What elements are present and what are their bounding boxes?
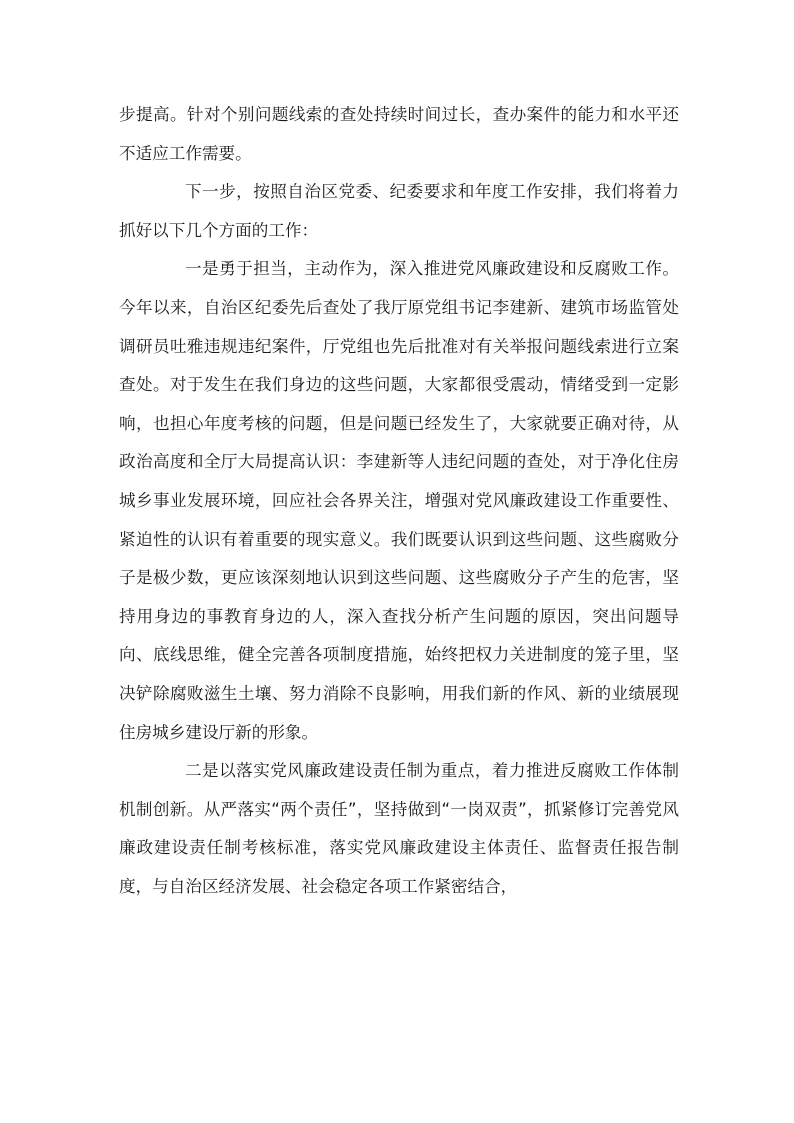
paragraph-item-two: 二是以落实党风廉政建设责任制为重点，着力推进反腐败工作体制机制创新。从严落实“两个责任”，坚持做到“一岗双责”，抓紧修订完善党风廉政建设责任制考核标准，落实党风廉政建设主体责任、监督责任报告制度，与自治区经济发展、社会稳定各项工作紧密结合， [119,761,679,896]
paragraph-continuation: 步提高。针对个别问题线索的查处持续时间过长，查办案件的能力和水平还不适应工作需要。 [119,105,679,163]
document-body [119,96,679,906]
paragraph-item-one: 一是勇于担当，主动作为，深入推进党风廉政建设和反腐败工作。今年以来，自治区纪委先后查处了我厅原党组书记李建新、建筑市场监管处调研员吐雅违规违纪案件，厅党组也先后批准对有关举报问题线索进行立案查处。对于发生在我们身边的这些问题，大家都很受震动，情绪受到一定影响，也担心年度考核的问题，但是问题已经发生了，大家就要正确对待，从政治高度和全厅大局提高认识：李建新等人违纪问题的查处，对于净化住房城乡事业发展环境，回应社会各界关注，增强对党风廉政建设工作重要性、紧迫性的认识有着重要的现实意义。我们既要认识到这些问题、这些腐败分子是极少数，更应该深刻地认识到这些问题、这些腐败分子产生的危害，坚持用身边的事教育身边的人，深入查找分析产生问题的原因，突出问题导向、底线思维，健全完善各项制度措施，始终把权力关进制度的笼子里，坚决铲除腐败滋生土壤、努力消除不良影响，用我们新的作风、新的业绩展现住房城乡建设厅新的形象。 [119,259,679,742]
paragraph-next-steps: 下一步，按照自治区党委、纪委要求和年度工作安排，我们将着力抓好以下几个方面的工作： [119,182,679,240]
